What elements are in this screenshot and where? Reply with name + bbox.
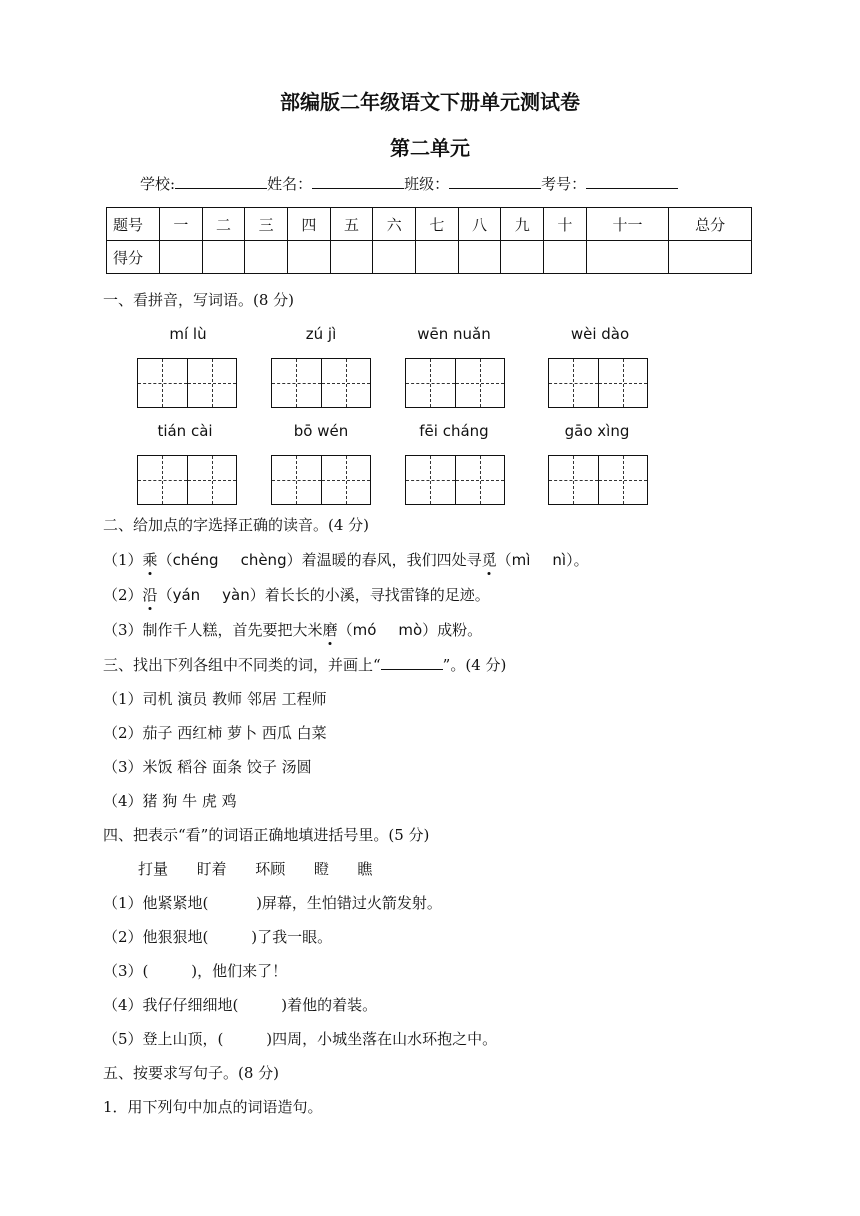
score-table-col: 六	[373, 208, 416, 241]
score-table-col: 五	[330, 208, 373, 241]
page-subtitle: 第二单元	[390, 136, 470, 160]
name-blank[interactable]	[312, 172, 404, 189]
number-label: 考号：	[541, 175, 587, 193]
page-title: 部编版二年级语文下册单元测试卷	[280, 90, 580, 114]
score-cell[interactable]	[202, 241, 245, 274]
score-cell[interactable]	[586, 241, 669, 274]
section3-heading	[103, 655, 506, 675]
score-table-col: 十一	[586, 208, 669, 241]
score-cell[interactable]	[245, 241, 288, 274]
score-table-score-row	[107, 241, 752, 274]
list-item: （2）茄子 西红柿 萝卜 西瓜 白菜	[103, 724, 327, 742]
question-text: 着温暖的春风，我们四处寻	[301, 551, 482, 569]
question-line	[103, 585, 490, 605]
dotted-char: 觅	[481, 551, 497, 569]
pinyin-label: wēn nuǎn	[417, 325, 491, 343]
question-number: （3）	[103, 621, 143, 639]
school-blank[interactable]	[175, 172, 267, 189]
section4-heading: 四、把表示“看”的词语正确地填进括号里。(5 分)	[103, 826, 430, 844]
writing-grid[interactable]	[405, 358, 505, 408]
number-blank[interactable]	[586, 172, 678, 189]
list-item: （1）他紧紧地( )屏幕，生怕错过火箭发射。	[103, 894, 442, 912]
score-table-header-row	[107, 208, 752, 241]
question-text: 着长长的小溪，寻找雷锋的足迹。	[264, 586, 490, 604]
student-info-line	[140, 172, 678, 194]
score-cell[interactable]	[669, 241, 752, 274]
question-text: 成粉。	[437, 621, 483, 639]
pinyin-option: chèng）	[240, 551, 302, 569]
section3-heading-text: 三、找出下列各组中不同类的词，并画上“	[103, 656, 381, 674]
list-item: （4）猪 狗 牛 虎 鸡	[103, 792, 237, 810]
question-line	[103, 550, 589, 570]
section3-heading-text: ”。(4 分)	[442, 656, 507, 674]
dotted-char: 磨	[322, 621, 338, 639]
list-item: （3）( )，他们来了！	[103, 962, 288, 980]
school-label: 学校:	[140, 175, 176, 193]
section2-heading: 二、给加点的字选择正确的读音。(4 分)	[103, 516, 370, 534]
underline-sample	[381, 655, 443, 670]
score-cell[interactable]	[160, 241, 203, 274]
score-table-col: 八	[458, 208, 501, 241]
pinyin-option: （yán	[157, 586, 201, 604]
class-blank[interactable]	[449, 172, 541, 189]
pinyin-option: （chéng	[157, 551, 219, 569]
score-cell[interactable]	[501, 241, 544, 274]
list-item: （1）司机 演员 教师 邻居 工程师	[103, 690, 327, 708]
score-table-col: 十	[544, 208, 587, 241]
score-table	[106, 207, 752, 274]
pinyin-label: bō wén	[293, 422, 349, 440]
score-table-col: 二	[202, 208, 245, 241]
score-cell[interactable]	[373, 241, 416, 274]
word-bank: 打量 盯着 环顾 瞪 瞧	[138, 860, 373, 878]
score-row-label: 得分	[107, 241, 160, 274]
score-table-col: 九	[501, 208, 544, 241]
pinyin-option: （mó	[337, 621, 377, 639]
pinyin-label: gāo xìng	[564, 422, 630, 440]
dotted-char: 沿	[142, 586, 158, 604]
pinyin-label: wèi dào	[570, 325, 630, 343]
list-item: （4）我仔仔细细地( )着他的着装。	[103, 996, 378, 1014]
question-line	[103, 620, 482, 640]
writing-grid[interactable]	[548, 455, 648, 505]
name-label: 姓名：	[267, 175, 313, 193]
list-item: （5）登上山顶，( )四周，小城坐落在山水环抱之中。	[103, 1030, 498, 1048]
list-item: （2）他狠狠地( )了我一眼。	[103, 928, 333, 946]
pinyin-label: fēi cháng	[419, 422, 489, 440]
writing-grid[interactable]	[137, 455, 237, 505]
score-table-label: 题号	[107, 208, 160, 241]
pinyin-label: tián cài	[157, 422, 213, 440]
question-text: 制作千人糕，首先要把大米	[142, 621, 323, 639]
pinyin-option: yàn）	[222, 586, 265, 604]
pinyin-label: zú jì	[305, 325, 337, 343]
writing-grid[interactable]	[271, 455, 371, 505]
pinyin-label: mí lù	[169, 325, 207, 343]
writing-grid[interactable]	[271, 358, 371, 408]
score-table-col: 四	[288, 208, 331, 241]
pinyin-option: nì）。	[552, 551, 589, 569]
score-cell[interactable]	[330, 241, 373, 274]
section5-heading: 五、按要求写句子。(8 分)	[103, 1064, 280, 1082]
score-cell[interactable]	[416, 241, 459, 274]
score-cell[interactable]	[288, 241, 331, 274]
score-cell[interactable]	[458, 241, 501, 274]
score-table-col: 七	[416, 208, 459, 241]
score-table-col: 一	[160, 208, 203, 241]
list-item: （3）米饭 稻谷 面条 饺子 汤圆	[103, 758, 312, 776]
score-table-col: 三	[245, 208, 288, 241]
question-number: （1）	[103, 551, 143, 569]
score-cell[interactable]	[544, 241, 587, 274]
writing-grid[interactable]	[405, 455, 505, 505]
class-label: 班级：	[404, 175, 450, 193]
writing-grid[interactable]	[137, 358, 237, 408]
question-number: （2）	[103, 586, 143, 604]
section1-heading: 一、看拼音，写词语。(8 分)	[103, 291, 295, 309]
pinyin-option: （mì	[496, 551, 531, 569]
pinyin-option: mò）	[398, 621, 438, 639]
score-table-col: 总分	[669, 208, 752, 241]
writing-grid[interactable]	[548, 358, 648, 408]
dotted-char: 乘	[142, 551, 158, 569]
list-item: 1．用下列句中加点的词语造句。	[103, 1098, 323, 1116]
